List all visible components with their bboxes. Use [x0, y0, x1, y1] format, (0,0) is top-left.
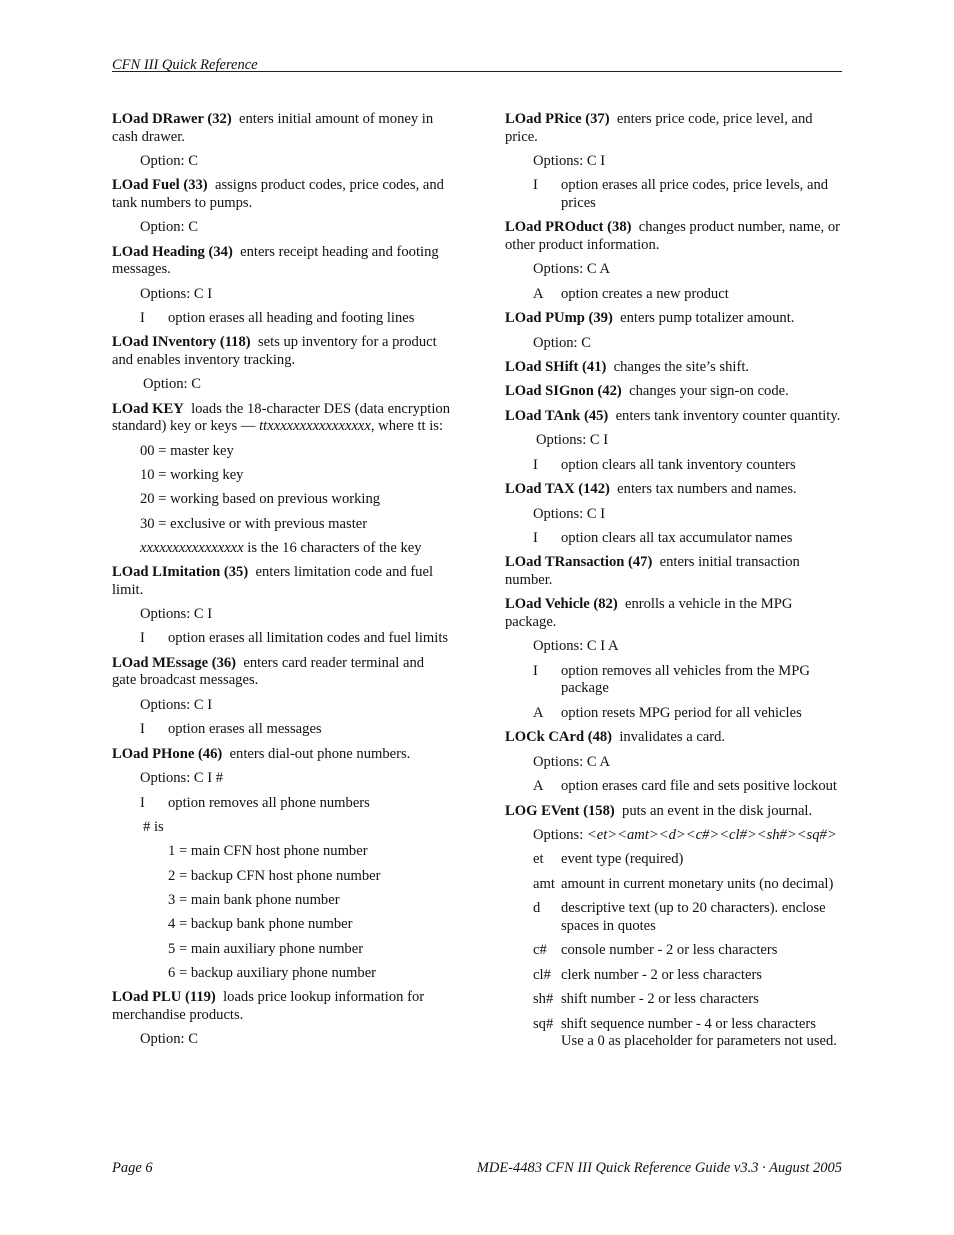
option-detail — [533, 457, 841, 475]
command-description: assigns product codes, price codes, and tank numbers to pumps. — [112, 177, 444, 211]
option-line: Option: C — [143, 376, 201, 393]
option-line: Option: C — [533, 334, 591, 351]
command-description: loads the 18-character DES (data encryption standard) key or keys — — [112, 400, 451, 435]
option-detail — [140, 630, 450, 648]
command-description: enters price code, price level, and price. — [505, 111, 813, 145]
option-line: Options: C I A — [533, 638, 619, 655]
param-text: clerk number - 2 or less characters — [561, 966, 762, 983]
param-text: amount in current monetary units (no decimal) — [561, 875, 834, 892]
command-description: enters dial-out phone numbers. — [229, 745, 411, 762]
key-chars-placeholder: xxxxxxxxxxxxxxxx — [140, 539, 244, 556]
param-detail — [533, 900, 841, 935]
entry-log-event — [505, 803, 841, 821]
entry-load-tank — [505, 408, 841, 426]
option-detail — [140, 721, 450, 739]
footer-document-title: MDE-4483 CFN III Quick Reference Guide v3.3 · August 2005 — [476, 1160, 842, 1176]
command-description: loads price lookup information for merchandise products. — [112, 989, 425, 1023]
command-name: LOad TAX (142) — [505, 481, 610, 498]
option-text: option erases all messages — [168, 721, 322, 738]
option-text: option removes all phone numbers — [168, 794, 370, 811]
param-key: cl# — [533, 966, 551, 983]
phone-number-line: 1 = main CFN host phone number — [168, 843, 368, 860]
param-key: d — [533, 900, 541, 917]
entry-load-key — [112, 401, 450, 436]
param-detail — [533, 942, 841, 960]
option-line: Options: C A — [533, 261, 611, 278]
param-key: c# — [533, 942, 547, 959]
param-key: et — [533, 851, 544, 868]
option-text: option erases all heading and footing lines — [168, 309, 415, 326]
key-chars-line — [140, 540, 450, 558]
option-line: Options: C I — [533, 505, 606, 522]
option-line: Options: C I — [140, 696, 213, 713]
command-name: LOad PLU (119) — [112, 989, 216, 1006]
entry-load-drawer — [112, 111, 450, 146]
command-name: LOad INventory (118) — [112, 334, 251, 351]
command-description: changes product number, name, or other product information. — [505, 219, 841, 253]
option-text: option clears all tax accumulator names — [561, 529, 793, 546]
command-name: LOad Fuel (33) — [112, 177, 208, 194]
option-detail — [533, 286, 841, 304]
command-name: LOad SIGnon (42) — [505, 383, 622, 400]
phone-number-line: 6 = backup auxiliary phone number — [168, 964, 377, 981]
running-header: CFN III Quick Reference — [112, 57, 258, 73]
option-line: Options: C I — [533, 153, 606, 169]
key-format: ttxxxxxxxxxxxxxxxx — [259, 418, 371, 435]
command-name: LOCk CArd (48) — [505, 729, 613, 746]
option-detail — [533, 778, 841, 796]
command-name: LOad LImitation (35) — [112, 564, 249, 581]
entry-load-plu — [112, 989, 450, 1024]
entry-load-pump — [505, 310, 841, 328]
command-name: LOG EVent (158) — [505, 802, 615, 819]
command-name: LOad KEY — [112, 400, 184, 417]
param-text: shift sequence number - 4 or less characters Use a 0 as placeholder for parameters not used. — [561, 1015, 837, 1050]
param-key: amt — [533, 875, 555, 892]
phone-number-line: 5 = main auxiliary phone number — [168, 940, 364, 957]
option-key: I — [140, 721, 145, 738]
right-column — [505, 111, 841, 1058]
option-key: I — [140, 630, 145, 647]
option-detail — [140, 310, 450, 328]
key-type-line: 00 = master key — [140, 442, 234, 459]
option-line — [533, 827, 841, 845]
command-name: LOad PHone (46) — [112, 745, 223, 762]
option-line: Options: C I # — [140, 770, 224, 787]
option-key: A — [533, 704, 544, 721]
phone-number-line: 3 = main bank phone number — [168, 891, 340, 908]
phone-number-line: 2 = backup CFN host phone number — [168, 867, 381, 884]
key-chars-text: is the 16 characters of the key — [243, 539, 422, 556]
option-text: option erases card file and sets positive lockout — [561, 778, 837, 795]
command-name: LOad MEssage (36) — [112, 654, 237, 671]
param-text: console number - 2 or less characters — [561, 942, 778, 959]
command-name: LOad PUmp (39) — [505, 310, 613, 327]
param-detail — [533, 967, 841, 985]
phone-number-line: 4 = backup bank phone number — [168, 916, 353, 933]
command-description: puts an event in the disk journal. — [622, 802, 813, 819]
command-name: LOad PRice (37) — [505, 111, 610, 127]
entry-load-inventory — [112, 334, 450, 369]
command-name: LOad DRawer (32) — [112, 111, 232, 127]
entry-load-transaction — [505, 554, 841, 589]
entry-load-phone — [112, 746, 450, 764]
option-line: Options: C I — [536, 432, 609, 449]
param-key: sq# — [533, 1015, 554, 1032]
option-text: option resets MPG period for all vehicles — [561, 704, 802, 721]
command-name: LOad PROduct (38) — [505, 219, 632, 236]
option-text: option erases all limitation codes and fuel limits — [168, 630, 449, 647]
entry-load-heading — [112, 244, 450, 279]
command-description: sets up inventory for a product and enables inventory tracking. — [112, 334, 437, 368]
command-description: enrolls a vehicle in the MPG package. — [505, 596, 793, 630]
entry-load-tax — [505, 481, 841, 499]
option-key: I — [533, 456, 538, 473]
param-text: descriptive text (up to 20 characters). enclose spaces in quotes — [561, 900, 826, 934]
option-key: I — [140, 794, 145, 811]
param-detail — [533, 876, 841, 894]
option-line: Option: C — [140, 219, 198, 236]
command-description: enters card reader terminal and gate broadcast messages. — [112, 654, 425, 689]
command-name: LOad Vehicle (82) — [505, 596, 618, 613]
option-detail — [533, 177, 841, 212]
param-detail — [533, 991, 841, 1009]
command-name: LOad TRansaction (47) — [505, 554, 653, 571]
option-key: I — [533, 662, 538, 679]
param-text: shift number - 2 or less characters — [561, 991, 759, 1008]
option-detail — [533, 705, 841, 723]
option-detail — [533, 530, 841, 548]
page-number: Page 6 — [112, 1160, 153, 1176]
command-description: enters tank inventory counter quantity. — [615, 407, 841, 424]
option-text: option creates a new product — [561, 285, 729, 302]
option-key: I — [533, 177, 538, 194]
option-text: option clears all tank inventory counters — [561, 456, 796, 473]
option-text: option erases all price codes, price levels, and prices — [561, 177, 829, 211]
options-label: Options: — [533, 827, 587, 844]
option-line: Option: C — [140, 153, 198, 169]
param-text: event type (required) — [561, 851, 684, 868]
key-type-line: 30 = exclusive or with previous master — [140, 515, 368, 532]
command-description: changes the site’s shift. — [613, 358, 750, 375]
entry-load-product — [505, 219, 841, 254]
entry-load-price — [505, 111, 841, 146]
command-name: LOad SHift (41) — [505, 358, 607, 375]
option-detail — [533, 663, 841, 698]
option-text: option removes all vehicles from the MPG package — [561, 662, 810, 697]
entry-load-message — [112, 655, 450, 690]
option-line: Option: C — [140, 1031, 198, 1048]
command-description: enters initial transaction number. — [505, 554, 800, 588]
command-description: enters limitation code and fuel limit. — [112, 564, 434, 598]
option-key: A — [533, 285, 544, 302]
option-line: Options: C I — [140, 285, 213, 302]
command-name: LOad Heading (34) — [112, 243, 233, 260]
option-key: I — [533, 529, 538, 546]
key-type-line: 20 = working based on previous working — [140, 491, 381, 508]
options-params: <et><amt><d><c#><cl#><sh#><sq#> — [586, 827, 837, 844]
option-key: A — [533, 778, 544, 795]
entry-load-shift — [505, 359, 841, 377]
left-column — [112, 111, 450, 1055]
entry-load-signon — [505, 383, 841, 401]
command-description: enters pump totalizer amount. — [620, 310, 795, 327]
command-name: LOad TAnk (45) — [505, 407, 609, 424]
option-key: I — [140, 309, 145, 326]
option-detail — [140, 795, 450, 813]
command-description: enters receipt heading and footing messages. — [112, 243, 439, 278]
entry-load-vehicle — [505, 596, 841, 631]
entry-lock-card — [505, 729, 841, 747]
command-description: enters tax numbers and names. — [617, 481, 797, 498]
param-detail — [533, 851, 841, 869]
param-key: sh# — [533, 991, 554, 1008]
option-line: Options: C A — [533, 753, 611, 770]
param-detail — [533, 1016, 841, 1051]
header-rule — [112, 71, 842, 72]
entry-load-fuel — [112, 177, 450, 212]
option-line: Options: C I — [140, 606, 213, 623]
key-type-line: 10 = working key — [140, 466, 244, 483]
command-description: invalidates a card. — [619, 729, 726, 746]
command-description: enters initial amount of money in cash drawer. — [112, 111, 434, 145]
command-description: changes your sign-on code. — [629, 383, 789, 400]
hash-label: # is — [143, 819, 164, 836]
key-format-tail: , where tt is: — [370, 418, 444, 435]
entry-load-limitation — [112, 564, 450, 599]
